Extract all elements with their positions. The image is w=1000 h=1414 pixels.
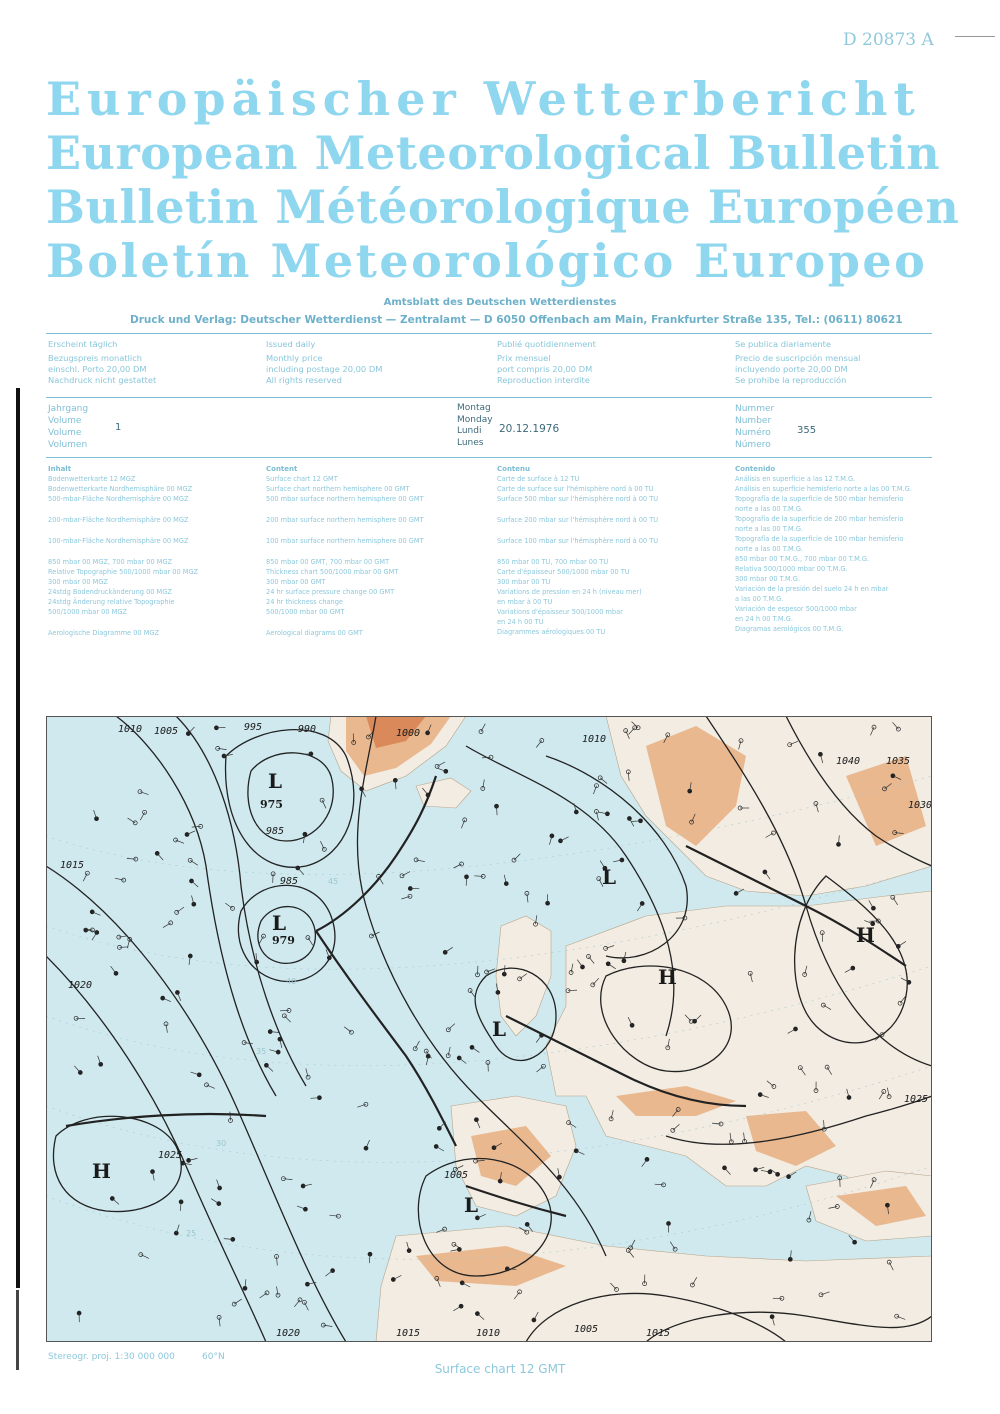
- volume-label: Volume: [48, 428, 82, 438]
- isobar-label: 1005: [574, 1324, 599, 1335]
- contents-item: 850 mbar 00 GMT, 700 mbar 00 GMT: [266, 558, 390, 566]
- day-label: Monday: [457, 414, 493, 425]
- isobar-label: 1005: [444, 1170, 469, 1181]
- contents-item: en 24 h 00 T.M.G.: [735, 615, 793, 623]
- station-marker: [770, 1315, 774, 1319]
- contents-item: Variación de la presión del suelo 24 h en mbar: [735, 585, 889, 593]
- contents-item: Carte de surface à 12 TU: [497, 475, 580, 483]
- contents-item: 24stdg Änderung relative Topographie: [48, 598, 175, 606]
- contents-item: Surface 100 mbar sur l'hémisphère nord à 00 TU: [497, 537, 659, 545]
- contents-item: 24stdg Bodendruckänderung 00 MGZ: [48, 588, 172, 596]
- isobar-label: 990: [298, 724, 317, 735]
- info-price: Prix mensuel: [497, 353, 551, 363]
- info-column-fr: [497, 339, 596, 386]
- info-price: Monthly price: [266, 353, 323, 363]
- contents-item: 300 mbar 00 TU: [497, 578, 551, 586]
- wind-barb: [353, 734, 354, 743]
- contents-item: 500-mbar-Fläche Nordhemisphäre 00 MGZ: [48, 495, 189, 503]
- isobar-label: 1015: [396, 1328, 421, 1339]
- info-rights: Nachdruck nicht gestattet: [48, 375, 157, 385]
- contents-item: 24 hr thickness change: [266, 598, 343, 606]
- divider: [46, 457, 932, 458]
- high-pressure-center: H: [856, 923, 875, 947]
- contents-item: Relativa 500/1000 mbar 00 T.M.G.: [735, 565, 848, 573]
- isobar-label: 985: [280, 876, 299, 887]
- isobar-label: 1030: [908, 800, 932, 811]
- contents-item: 100 mbar surface northern hemisphere 00 GMT: [266, 537, 424, 545]
- contents-item: Variations de pression en 24 h (niveau mer): [497, 588, 642, 596]
- publisher-line: Druck und Verlag: Deutscher Wetterdienst — Zentralamt — D 6050 Offenbach am Main, Frankfurter Straße 135, Tel.: (0611) 80621: [130, 314, 903, 326]
- contents-item: 500/1000 mbar 00 MGZ: [48, 608, 127, 616]
- station-marker: [776, 1172, 780, 1176]
- official-gazette-line: Amtsblatt des Deutschen Wetterdienstes: [383, 297, 617, 308]
- info-column-en: [266, 339, 382, 386]
- station-marker: [891, 774, 895, 778]
- info-rights: All rights reserved: [266, 375, 342, 385]
- contents-item: Topografía de la superficie de 100 mbar hemisferio: [735, 535, 904, 543]
- info-price: Bezugspreis monatlich: [48, 353, 143, 363]
- contents-item: Análisis en superficie hemisferio norte a las 00 T.M.G.: [735, 485, 912, 493]
- isobar-label: 995: [244, 722, 263, 733]
- contents-column-es: [735, 464, 912, 634]
- isobar-label: 1010: [582, 734, 607, 745]
- contents-item: Diagrammes aérologiques 00 TU: [497, 628, 606, 636]
- document-id: D 20873 A: [843, 30, 934, 50]
- isobar-label: 1000: [396, 728, 421, 739]
- latitude-label: 35: [256, 1047, 267, 1056]
- isobar-label: 1035: [886, 756, 911, 767]
- divider: [46, 397, 932, 398]
- number-label: Number: [735, 416, 772, 426]
- info-price-detail: incluyendo porte 20,00 DM: [735, 364, 848, 374]
- contents-item: Bodenwetterkarte Nordhemisphäre 00 MGZ: [48, 485, 193, 493]
- contents-item: en mbar à 00 TU: [497, 598, 553, 606]
- contents-item: Variations d'épaisseur 500/1000 mbar: [497, 608, 623, 616]
- contents-heading: Inhalt: [48, 465, 72, 473]
- contents-item: 500 mbar surface northern hemisphere 00 GMT: [266, 495, 424, 503]
- center-pressure: 979: [272, 934, 295, 947]
- station-marker: [606, 962, 610, 966]
- contents-item: norte a las 00 T.M.G.: [735, 505, 804, 513]
- volume-label: Jahrgang: [48, 404, 89, 414]
- info-rights: Se prohibe la reproducción: [735, 375, 847, 385]
- info-column-de: [48, 339, 156, 386]
- low-pressure-center: L: [268, 769, 283, 793]
- title-spanish: Boletín Meteorológico Europeo: [46, 234, 928, 288]
- high-pressure-center: H: [92, 1159, 111, 1183]
- station-marker: [559, 839, 563, 843]
- contents-item: Surface chart northern hemisphere 00 GMT: [266, 485, 410, 493]
- info-daily: Erscheint täglich: [48, 339, 118, 349]
- divider: [46, 333, 932, 334]
- number-labels: [735, 403, 774, 451]
- title-english: European Meteorological Bulletin: [46, 126, 941, 180]
- station-marker: [851, 966, 855, 970]
- latitude-label: 40: [286, 977, 297, 986]
- low-pressure-center: L: [464, 1193, 479, 1217]
- volume-value: 1: [115, 422, 122, 433]
- contents-item: 300 mbar 00 T.M.G.: [735, 575, 800, 583]
- contents-column-fr: [497, 464, 658, 637]
- isobar-label: 1020: [68, 980, 93, 991]
- info-price-detail: einschl. Porto 20,00 DM: [48, 364, 147, 374]
- station-marker: [95, 817, 99, 821]
- isobar-label: 1020: [276, 1328, 301, 1339]
- contents-item: 24 hr surface pressure change 00 GMT: [266, 588, 395, 596]
- latitude-label: 45: [328, 877, 339, 886]
- contents-item: Topografía de la superficie de 500 mbar hemisferio: [735, 495, 904, 503]
- station-marker: [426, 731, 430, 735]
- station-marker: [734, 891, 738, 895]
- scan-edge: [16, 388, 20, 1288]
- contents-item: 850 mbar 00 TU, 700 mbar 00 TU: [497, 558, 609, 566]
- station-marker: [192, 902, 196, 906]
- contents-item: Surface chart 12 GMT: [266, 475, 338, 483]
- contents-column-en: [266, 464, 424, 638]
- contents-item: norte a las 00 T.M.G.: [735, 545, 804, 553]
- contents-item: Surface 200 mbar sur l'hémisphère nord à 00 TU: [497, 516, 659, 524]
- contents-heading: Content: [266, 465, 298, 473]
- high-pressure-center: H: [658, 965, 677, 989]
- contents-item: en 24 h 00 TU: [497, 618, 544, 626]
- low-pressure-center: L: [602, 865, 617, 889]
- station-marker: [474, 1118, 478, 1122]
- issue-number: 355: [797, 425, 817, 436]
- number-label: Nummer: [735, 404, 775, 414]
- isobar-label: 1025: [158, 1150, 183, 1161]
- station-marker: [818, 752, 822, 756]
- day-labels: [457, 403, 493, 449]
- contents-item: Aerologische Diagramme 00 MGZ: [48, 629, 160, 637]
- info-daily: Se publica diariamente: [735, 339, 831, 349]
- contents-item: Diagramas aerológicos 00 T.M.G.: [735, 625, 844, 633]
- info-rights: Reproduction interdite: [497, 375, 590, 385]
- contents-item: norte a las 00 T.M.G.: [735, 525, 804, 533]
- contents-item: Relative Topographie 500/1000 mbar 00 MGZ: [48, 568, 199, 576]
- contents-item: Topografía de la superficie de 200 mbar hemisferio: [735, 515, 904, 523]
- isobar-label: 1025: [904, 1094, 929, 1105]
- station-marker: [459, 1304, 463, 1308]
- day-label: Lunes: [457, 437, 484, 448]
- projection-latitude: 60°N: [202, 1352, 225, 1362]
- trim-mark: [955, 36, 995, 37]
- scan-edge: [16, 1290, 19, 1370]
- number-label: Número: [735, 440, 771, 450]
- day-label: Montag: [457, 403, 491, 413]
- station-marker: [161, 996, 165, 1000]
- station-marker: [630, 1023, 634, 1027]
- contents-heading: Contenu: [497, 465, 530, 473]
- contents-item: 200 mbar surface northern hemisphere 00 GMT: [266, 516, 424, 524]
- contents-item: Carte d'épaisseur 500/1000 mbar 00 TU: [497, 568, 630, 576]
- volume-label: Volumen: [48, 440, 88, 450]
- contents-item: 500/1000 mbar 00 GMT: [266, 608, 345, 616]
- latitude-label: 30: [216, 1139, 227, 1148]
- contents-item: 850 mbar 00 MGZ, 700 mbar 00 MGZ: [48, 558, 173, 566]
- title-german: Europäischer Wetterbericht: [46, 72, 921, 126]
- contents-item: a las 00 T.M.G.: [735, 595, 784, 603]
- low-pressure-center: L: [492, 1017, 507, 1041]
- station-marker: [99, 1062, 103, 1066]
- isobar-label: 1015: [60, 860, 85, 871]
- day-label: Lundi: [457, 426, 482, 436]
- isobar-label: 1040: [836, 756, 861, 767]
- contents-item: 300 mbar 00 MGZ: [48, 578, 108, 586]
- contents-item: Análisis en superficie a las 12 T.M.G.: [735, 475, 856, 483]
- contents-item: Carte de surface sur l'hémisphère nord à 00 TU: [497, 485, 654, 493]
- contents-item: 200-mbar-Fläche Nordhemisphäre 00 MGZ: [48, 516, 189, 524]
- wind-barb: [120, 947, 129, 948]
- info-price-detail: port compris 20,00 DM: [497, 364, 593, 374]
- isobar-label: 1010: [476, 1328, 501, 1339]
- contents-item: Variación de espesor 500/1000 mbar: [735, 605, 857, 613]
- info-column-es: [735, 339, 860, 386]
- station-marker: [197, 1073, 201, 1077]
- isobar-label: 1005: [154, 726, 179, 737]
- number-label: Numéro: [735, 428, 771, 438]
- isobar-label: 1010: [118, 724, 143, 735]
- contents-heading: Contenido: [735, 465, 776, 473]
- info-price: Precio de suscripción mensual: [735, 353, 861, 363]
- isobar-label: 1015: [646, 1328, 671, 1339]
- latitude-label: 25: [186, 1229, 197, 1238]
- contents-item: 100-mbar-Fläche Nordhemisphäre 00 MGZ: [48, 537, 189, 545]
- contents-item: Surface 500 mbar sur l'hémisphère nord à 00 TU: [497, 495, 659, 503]
- isobar-label: 985: [266, 826, 285, 837]
- info-daily: Publié quotidiennement: [497, 339, 596, 349]
- contents-item: Bodenwetterkarte 12 MGZ: [48, 475, 136, 483]
- title-french: Bulletin Météorologique Européen: [46, 180, 960, 234]
- info-daily: Issued daily: [266, 339, 316, 349]
- station-marker: [758, 1093, 762, 1097]
- surface-weather-map: [46, 716, 932, 1342]
- contents-item: 850 mbar 00 T.M.G., 700 mbar 00 T.M.G.: [735, 555, 870, 563]
- projection-note: Stereogr. proj. 1:30 000 000: [48, 1352, 175, 1362]
- center-pressure: 975: [260, 798, 283, 811]
- low-pressure-center: L: [272, 911, 287, 935]
- volume-labels: [48, 403, 88, 451]
- contents-item: Aerological diagrams 00 GMT: [266, 629, 363, 637]
- map-caption: Surface chart 12 GMT: [434, 1362, 566, 1376]
- contents-item: 300 mbar 00 GMT: [266, 578, 326, 586]
- contents-column-de: [48, 464, 198, 638]
- station-marker: [276, 1050, 280, 1054]
- station-marker: [871, 906, 875, 910]
- contents-item: Thickness chart 500/1000 mbar 00 GMT: [266, 568, 399, 576]
- issue-date: 20.12.1976: [499, 423, 560, 435]
- station-marker: [95, 931, 99, 935]
- volume-label: Volume: [48, 416, 82, 426]
- info-price-detail: including postage 20,00 DM: [266, 364, 383, 374]
